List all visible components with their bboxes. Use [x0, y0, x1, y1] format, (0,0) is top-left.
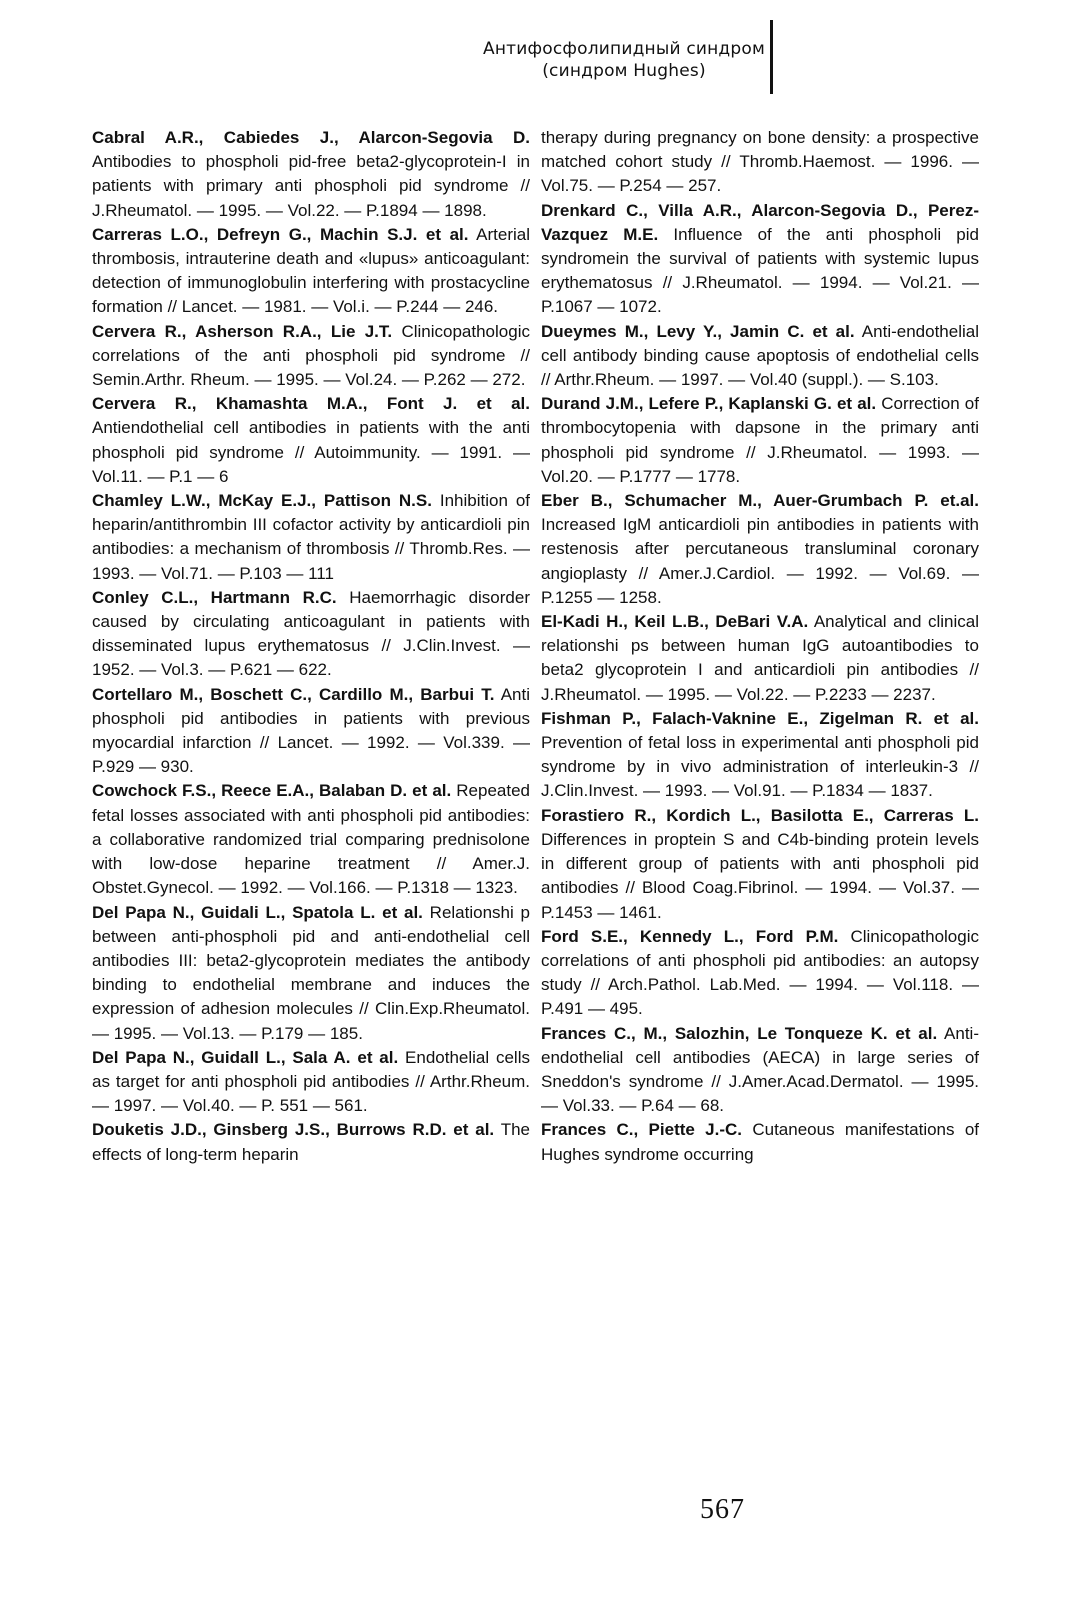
reference-text: Influence of the anti phospholi pid syndromein the survival of patients with systemic lupus erythematosus // J.Rheumatol. — 1994. — Vol.21. — P.1067 — 1072. [541, 224, 979, 317]
reference-text: Endothelial cells as target for anti phospholi pid antibodies // Arthr.Rheum. — 1997. — Vol.40. — P. 551 — 561. [92, 1047, 530, 1116]
reference-authors: Del Papa N., Guidali L., Spatola L. et al. [92, 902, 423, 922]
reference-authors: Durand J.M., Lefere P., Kaplanski G. et al. [541, 394, 877, 414]
reference-text: Antibodies to phospholi pid-free beta2-glycoprotein-I in patients with primary anti phospholi pid syndrome // J.Rheumatol. — 1995. — Vol.22. — P.1894 — 1898. [92, 152, 530, 220]
reference-text: Clinicopathologic correlations of anti phospholi pid antibodies: an autopsy study // Arch.Pathol. Lab.Med. — 1994. — Vol.118. — P.491 — 495. [541, 926, 979, 1019]
reference-authors: Forastiero R., Kordich L., Basilotta E., Carreras L. [541, 805, 979, 825]
reference-entry [541, 320, 979, 393]
reference-entry [92, 779, 530, 900]
reference-entry [92, 320, 530, 393]
reference-text: Anti-endothelial cell antibody binding cause apoptosis of endothelial cells // Arthr.Rheum. — 1997. — Vol.40 (suppl.). — S.103. [541, 321, 979, 390]
reference-entry [92, 223, 530, 320]
reference-text: Clinicopathologic correlations of the anti phospholi pid syndrome // Semin.Arthr. Rheum. — 1995. — Vol.24. — P.262 — 272. [92, 321, 530, 390]
references-column-right [541, 126, 979, 1167]
reference-authors: Eber B., Schumacher M., Auer-Grumbach P. et.al. [541, 491, 979, 511]
reference-entry [92, 126, 530, 223]
reference-text: Anti-endothelial cell antibodies (AECA) in large series of Sneddon's syndrome // J.Amer.Acad.Dermatol. — 1995. — Vol.33. — P.64 — 68. [541, 1023, 979, 1116]
running-header [483, 38, 765, 82]
reference-entry [541, 126, 979, 199]
reference-authors: Carreras L.O., Defreyn G., Machin S.J. et al. [92, 224, 469, 244]
reference-entry [541, 925, 979, 1022]
reference-authors: Cowchock F.S., Reece E.A., Balaban D. et al. [92, 781, 452, 801]
reference-text: Anti phospholi pid antibodies in patients with previous myocardial infarction // Lancet. — 1992. — Vol.339. — P.929 — 930. [92, 684, 530, 777]
references-column-left [92, 126, 530, 1167]
reference-authors: Cervera R., Asherson R.A., Lie J.T. [92, 321, 393, 341]
reference-authors: Fishman P., Falach-Vaknine E., Zigelman R. et al. [541, 708, 979, 728]
reference-entry [541, 804, 979, 925]
reference-entry [541, 707, 979, 804]
reference-text: Differences in proptein S and C4b-binding protein levels in different group of patients with anti phospholi pid antibodies // Blood Coag.Fibrinol. — 1994. — Vol.37. — P.1453 — 1461. [541, 829, 979, 922]
reference-authors: Frances C., Piette J.-C. [541, 1120, 743, 1140]
reference-authors: Cabral A.R., Cabiedes J., Alarcon-Segovia D. [92, 128, 530, 147]
reference-authors: Frances C., M., Salozhin, Le Tonqueze K. et al. [541, 1023, 938, 1043]
reference-text: Correction of thrombocytopenia with dapsone in the primary anti phospholi pid syndrome // J.Rheumatol. — 1993. — Vol.20. — P.1777 — 1778. [541, 394, 979, 486]
reference-authors: Ford S.E., Kennedy L., Ford P.M. [541, 926, 839, 946]
page-number: 567 [700, 1494, 745, 1525]
reference-text: Inhibition of heparin/antithrombin III cofactor activity by anticardioli pin antibodies: a mechanism of thrombosis // Thromb.Res. — 1993. — Vol.71. — P.103 — 111 [92, 491, 530, 583]
reference-text: Increased IgM anticardioli pin antibodies in patients with restenosis after percutaneous transluminal coronary angioplasty // Amer.J.Cardiol. — 1992. — Vol.69. — P.1255 — 1258. [541, 515, 979, 607]
reference-authors: Cervera R., Khamashta M.A., Font J. et al. [92, 394, 530, 414]
reference-text: Antiendothelial cell antibodies in patients with the anti phospholi pid syndrome // Autoimmunity. — 1991. — Vol.11. — P.1 — 6 [92, 418, 530, 486]
reference-authors: El-Kadi H., Keil L.B., DeBari V.A. [541, 612, 809, 632]
reference-entry [541, 1022, 979, 1119]
reference-authors: Cortellaro M., Boschett C., Cardillo M., Barbui T. [92, 684, 495, 704]
running-header-subtitle: (синдром Hughes) [542, 61, 706, 81]
reference-entry [92, 1118, 530, 1166]
reference-entry [92, 392, 530, 489]
reference-text: Cutaneous manifestations of Hughes syndrome occurring [541, 1120, 979, 1164]
reference-text: Arterial thrombosis, intrauterine death and «lupus» anticoagulant: detection of immunoglobulin interfering with prostacycline formation // Lancet. — 1981. — Vol.i. — P.244 — 246. [92, 224, 530, 317]
reference-text: Relationshi p between anti-phospholi pid and anti-endothelial cell antibodies III: beta2-glycoprotein mediates the antibody binding to endothelial membrane and induces the expression of adhesion molecules // Clin.Exp.Rheumatol. — 1995. — Vol.13. — P.179 — 185. [92, 902, 530, 1043]
reference-authors: Chamley L.W., McKay E.J., Pattison N.S. [92, 491, 432, 511]
reference-text: Analytical and clinical relationshi ps between human IgG autoantibodies to beta2 glycoprotein I and anticardioli pin antibodies // J.Rheumatol. — 1995. — Vol.22. — P.2233 — 2237. [541, 612, 979, 704]
header-rule [770, 20, 773, 94]
reference-authors: Douketis J.D., Ginsberg J.S., Burrows R.D. et al. [92, 1120, 495, 1140]
reference-text: The effects of long-term heparin [92, 1120, 530, 1164]
reference-entry [541, 489, 979, 610]
reference-entry [541, 610, 979, 707]
reference-authors: Del Papa N., Guidall L., Sala A. et al. [92, 1047, 399, 1067]
reference-text: Prevention of fetal loss in experimental anti phospholi pid syndrome by in vivo administration of interleukin-3 // J.Clin.Invest. — 1993. — Vol.91. — P.1834 — 1837. [541, 733, 979, 801]
reference-entry [92, 901, 530, 1046]
reference-authors: Conley C.L., Hartmann R.C. [92, 587, 337, 607]
reference-entry [92, 489, 530, 586]
reference-entry [541, 392, 979, 489]
reference-entry [92, 1046, 530, 1119]
reference-authors: Drenkard C., Villa A.R., Alarcon-Segovia D., Perez-Vazquez M.E. [541, 200, 979, 244]
reference-entry [541, 199, 979, 320]
reference-authors: Dueymes M., Levy Y., Jamin C. et al. [541, 321, 855, 341]
running-header-title: Антифосфолипидный синдром [482, 39, 765, 59]
reference-entry [92, 586, 530, 683]
reference-text: Haemorrhagic disorder caused by circulating anticoagulant in patients with disseminated lupus erythematosus // J.Clin.Invest. — 1952. — Vol.3. — P.621 — 622. [92, 587, 530, 680]
reference-text: Repeated fetal losses associated with anti phospholi pid antibodies: a collaborative randomized trial comparing prednisolone with low-dose heparine treatment // Amer.J. Obstet.Gynecol. — 1992. — Vol.166. — P.1318 — 1323. [92, 781, 530, 898]
reference-entry [541, 1118, 979, 1166]
reference-text: therapy during pregnancy on bone density: a prospective matched cohort study // Thromb.Haemost. — 1996. — Vol.75. — P.254 — 257. [541, 128, 979, 196]
reference-entry [92, 683, 530, 780]
